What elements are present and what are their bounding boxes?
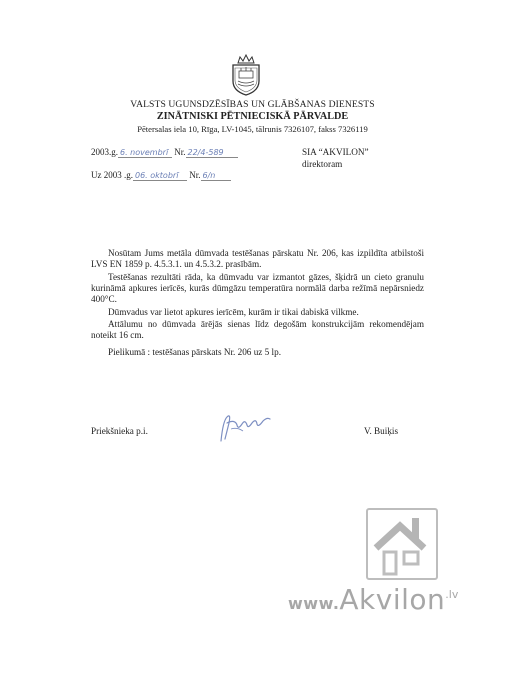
org-name-line1: VALSTS UGUNSDZĒSĪBAS UN GLĀBŠANAS DIENESTS <box>130 99 375 110</box>
reference-nr-label: Nr. <box>189 170 201 180</box>
body-paragraph: Attālumu no dūmvada ārējās sienas līdz degošām konstrukcijām rekomendējam noteikt 16 cm. <box>91 319 424 341</box>
recipient-role: direktoram <box>302 158 343 169</box>
signatory-name: V. Buiķis <box>364 426 399 436</box>
body-paragraph: Testēšanas rezultāti rāda, ka dūmvadu var izmantot gāzes, šķidrā un cieto granulu kurināmā apkures ierīcēs, kurās dūmgāzu temperatūra normālā darba režīmā nepārsniedz 400°C. <box>91 271 424 304</box>
watermark-text <box>288 583 458 616</box>
recipient-company: SIA “AKVILON” <box>302 147 369 157</box>
org-address: Pētersalas iela 10, Rīga, LV-1045, tālrunis 7326107, fakss 7326119 <box>137 124 368 134</box>
letter-body <box>91 248 424 343</box>
reference-prefix: Uz 2003 .g. <box>91 170 133 180</box>
body-paragraph: Nosūtam Jums metāla dūmvada testēšanas pārskatu Nr. 206, kas izpildīta atbilstoši LVS EN 1859 p. 4.5.3.1. un 4.5.3.2. prasībām. <box>91 248 424 269</box>
body-paragraph: Dūmvadus var lietot apkures ierīcēm, kurām ir tikai dabiskā vilkme. <box>108 306 359 317</box>
reference-date: 06. oktobrī <box>133 171 187 181</box>
reference-nr-label: Nr. <box>174 147 186 157</box>
org-name-line2: ZINĀTNISKI PĒTNIECISKĀ PĀRVALDE <box>156 111 349 122</box>
watermark-www: www. <box>288 594 340 613</box>
watermark-brand: Akvilon <box>339 583 446 616</box>
attachment-note: Pielikumā : testēšanas pārskats Nr. 206 uz 5 lp. <box>108 347 282 357</box>
coat-of-arms-emblem <box>229 54 263 96</box>
watermark-tld: .lv <box>445 588 459 601</box>
reference-number: 6/n <box>201 171 231 181</box>
reference-line-outgoing <box>91 147 238 158</box>
reference-line-incoming <box>91 170 231 181</box>
handwritten-signature <box>213 409 275 445</box>
reference-prefix: 2003.g. <box>91 147 118 157</box>
recipient-block <box>302 147 369 170</box>
house-logo-icon <box>366 508 438 580</box>
reference-number: 22/4-589 <box>186 148 238 158</box>
signatory-title: Priekšnieka p.i. <box>91 426 148 436</box>
reference-date: 6. novembrī <box>118 148 172 158</box>
